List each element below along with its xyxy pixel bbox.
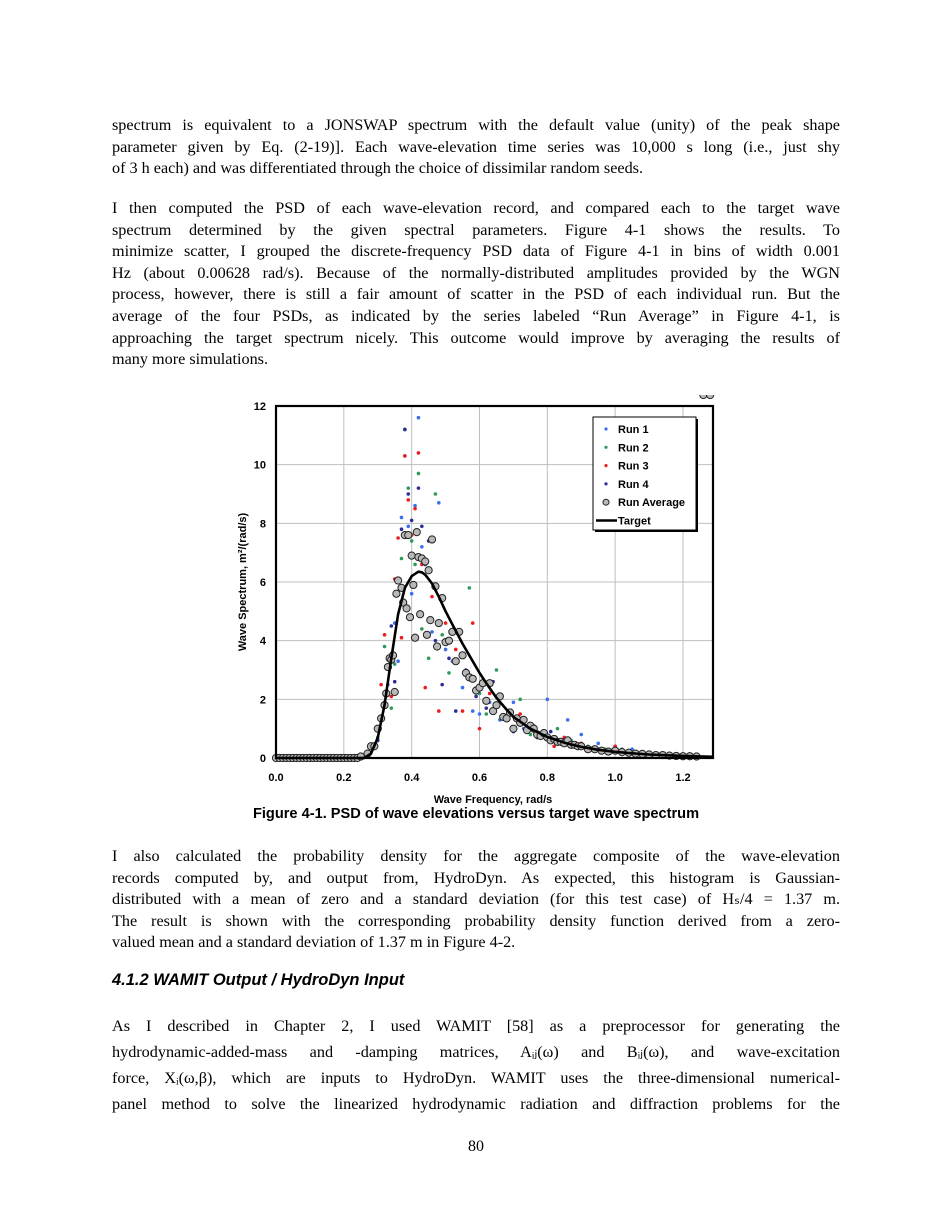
y-tick-label: 12 [253,401,266,413]
data-point-run4 [420,524,424,528]
text-line: I also calculated the probability density for the aggregate composite of the wave-elevation [112,847,840,865]
legend-label: Run Average [618,497,686,510]
data-point-run-average [417,611,424,618]
data-point-run3 [488,692,492,696]
data-point-run-average [459,652,466,659]
data-point-run1 [512,700,516,704]
data-point-run3 [454,648,458,652]
data-point-run-average [483,697,490,704]
y-tick-label: 6 [259,577,266,589]
data-point-run4 [440,683,444,687]
legend-run3-marker-icon [604,464,607,467]
legend-run1-marker-icon [604,427,607,430]
data-point-run-average [434,643,441,650]
legend-label: Target [618,515,651,528]
data-point-run2 [413,563,417,567]
figure-caption: Figure 4-1. PSD of wave elevations versus target wave spectrum [252,806,700,822]
data-point-run3 [478,727,482,731]
data-point-run2 [484,712,488,716]
data-point-run-average [422,558,429,565]
legend-run2-marker-icon [604,446,607,449]
data-point-run3 [396,536,400,540]
data-point-run2 [518,698,522,702]
y-axis-title: Wave Spectrum, m²/(rad/s) [237,512,249,652]
target-spectrum-line [276,572,714,758]
data-point-run2 [410,539,414,543]
text-line: Hz (about 0.00628 rad/s). Because of the normally-distributed amplitudes provided by the WGN [112,263,840,282]
data-point-run4 [406,492,410,496]
data-point-run1 [430,630,434,634]
data-point-run3 [471,621,475,625]
figure-4-1-chart [230,395,730,830]
data-point-run3 [400,636,404,640]
data-point-run1 [400,516,404,520]
psd-scatter-chart [230,395,730,830]
data-point-run1 [417,416,421,420]
legend-label: Run 2 [618,442,649,455]
data-point-run3 [461,709,465,713]
data-point-run2 [427,656,431,660]
x-tick-label: 1.2 [675,772,691,784]
text-line: The result is shown with the corresponding probability density function derived from a zero- [112,911,840,930]
data-point-run2 [400,557,404,561]
text-line: process, however, there is still a fair amount of scatter in the PSD of each individual run. But the [112,285,840,304]
data-point-run3 [423,686,427,690]
data-point-run-average [510,725,517,732]
data-point-run-average [411,634,418,641]
data-point-run-average [707,395,714,399]
data-point-run-average [445,637,452,644]
text-line: distributed with a mean of zero and a standard deviation (for this test case) of Hₛ/4 = 1.37 m. [112,890,840,909]
data-point-run3 [444,621,448,625]
data-point-run4 [454,709,458,713]
paragraph-3 [112,846,840,954]
data-point-run3 [417,451,421,455]
data-point-run-average [395,577,402,584]
data-point-run2 [417,472,421,476]
x-tick-label: 0.2 [336,772,352,784]
data-point-run2 [383,645,387,649]
x-tick-label: 1.0 [607,772,623,784]
data-point-run1 [437,501,441,505]
data-point-run2 [390,706,394,710]
y-tick-label: 4 [259,635,266,648]
text-line: approaching the target spectrum nicely. This outcome would improve by averaging the results of [112,328,840,347]
data-point-run-average [413,529,420,536]
paragraph-2 [112,198,840,371]
page-number: 80 [468,1138,484,1155]
x-tick-label: 0.0 [268,772,284,784]
data-point-run4 [434,639,438,643]
x-tick-label: 0.4 [404,772,420,784]
data-point-run2 [556,727,560,731]
data-point-run1 [410,592,414,596]
legend-run4-marker-icon [604,482,607,485]
data-point-run2 [434,492,438,496]
data-point-run1 [566,718,570,722]
text-line: force, Xᵢ(ω,β), which are inputs to HydroDyn. WAMIT uses the three-dimensional numerical- [112,1069,840,1087]
data-point-run-average [403,605,410,612]
text-line: minimize scatter, I grouped the discrete-frequency PSD data of Figure 4-1 in bins of width 0.001 [112,242,840,261]
data-point-run-average [435,619,442,626]
data-point-run3 [379,683,383,687]
data-point-run4 [484,706,488,710]
data-point-run1 [461,686,465,690]
data-point-run3 [430,595,434,599]
legend-label: Run 1 [618,424,649,436]
data-point-run1 [478,712,482,716]
data-point-run4 [447,656,451,660]
data-point-run-average [427,617,434,624]
legend-run-average-marker-icon [603,499,609,505]
data-point-run4 [390,624,394,628]
data-point-run1 [420,545,424,549]
data-point-run4 [474,695,478,699]
data-point-run1 [406,524,410,528]
data-point-run4 [410,519,414,523]
data-point-run-average [410,581,417,588]
data-point-run1 [546,698,550,702]
data-point-run3 [437,709,441,713]
data-point-run4 [393,680,397,684]
y-tick-label: 2 [259,694,266,707]
y-tick-label: 8 [259,518,266,531]
y-tick-label: 0 [259,753,266,765]
text-line: average of the four PSDs, as indicated by the series labeled “Run Average” in Figure 4-1, is [112,306,840,325]
text-line: of 3 h each) and was differentiated through the choice of dissimilar random seeds. [112,159,644,178]
data-point-run-average [428,536,435,543]
x-axis-title: Wave Frequency, rad/s [433,794,553,806]
x-tick-label: 0.8 [539,772,555,784]
data-point-run4 [400,527,404,531]
text-line: valued mean and a standard deviation of 1.37 m in Figure 4-2. [112,933,516,952]
text-line: records computed by, and output from, HydroDyn. As expected, this histogram is Gaussian- [112,868,840,887]
data-point-run1 [471,709,475,713]
data-point-run2 [447,671,451,675]
data-point-run2 [406,486,410,490]
data-point-run3 [383,633,387,637]
data-point-run2 [495,668,499,672]
text-line: hydrodynamic-added-mass and -damping matrices, Aᵢⱼ(ω) and Bᵢⱼ(ω), and wave-excitation [112,1043,840,1061]
data-point-run-average [408,552,415,559]
data-point-run4 [549,730,553,734]
paragraph-1 [112,115,840,180]
data-point-run-average [393,590,400,597]
paragraph-4 [112,1013,840,1117]
data-point-run2 [440,633,444,637]
data-point-run4 [403,428,407,432]
data-point-run3 [413,507,417,511]
data-point-run3 [406,498,410,502]
data-point-run1 [596,742,600,746]
data-point-run-average [452,658,459,665]
text-line: parameter given by Eq. (2-19)]. Each wave-elevation time series was 10,000 s long (i.e., just shy [112,137,840,156]
data-point-run-average [423,631,430,638]
data-point-run1 [579,733,583,737]
data-point-run-average [405,531,412,538]
y-tick-label: 10 [253,459,266,472]
data-point-run1 [396,659,400,663]
text-line: many more simulations. [112,350,269,369]
text-line: As I described in Chapter 2, I used WAMIT [58] as a preprocessor for generating the [112,1017,840,1035]
data-point-run-average [406,614,413,621]
data-point-run3 [403,454,407,458]
data-point-run2 [468,586,472,590]
data-point-run-average [469,675,476,682]
data-point-run1 [444,648,448,652]
text-line: spectrum is equivalent to a JONSWAP spectrum with the default value (unity) of the peak shape [112,116,840,134]
data-point-run-average [700,395,707,399]
text-line: panel method to solve the linearized hydrodynamic radiation and diffraction problems for the [112,1095,840,1113]
legend-label: Run 3 [618,460,649,473]
data-point-run4 [417,486,421,490]
x-tick-label: 0.6 [471,772,488,784]
data-point-run2 [420,627,424,631]
legend-label: Run 4 [618,478,649,491]
data-point-run-average [391,688,398,695]
text-line: spectrum determined by the given spectral parameters. Figure 4-1 shows the results. To [112,220,840,239]
text-line: I then computed the PSD of each wave-elevation record, and compared each to the target wave [112,199,840,217]
section-heading: 4.1.2 WAMIT Output / HydroDyn Input [112,971,405,989]
data-point-run-average [425,567,432,574]
